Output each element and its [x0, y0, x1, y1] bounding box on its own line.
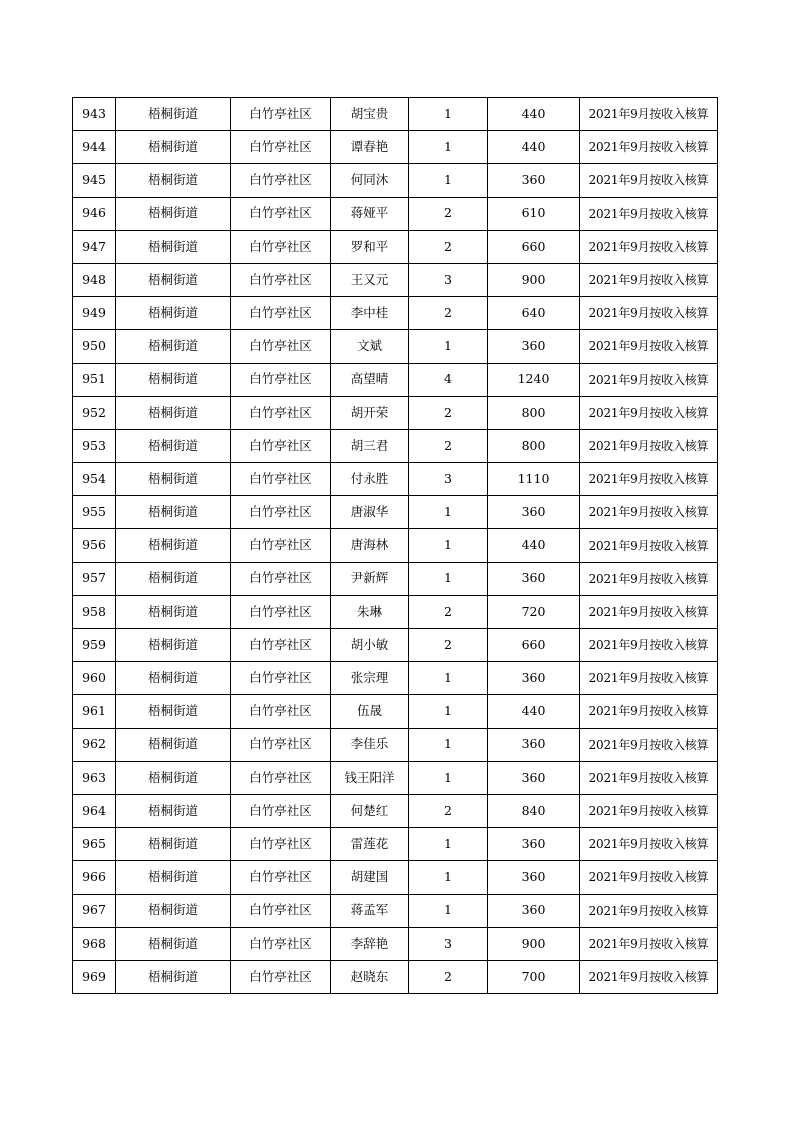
table-row — [73, 330, 718, 363]
amount-cell: 360 — [488, 761, 580, 794]
note-cell: 2021年9月按收入核算 — [580, 197, 718, 230]
row-number-cell: 957 — [73, 562, 116, 595]
household-size-cell: 2 — [409, 297, 488, 330]
street-name-cell: 梧桐街道 — [116, 98, 231, 131]
note-cell: 2021年9月按收入核算 — [580, 728, 718, 761]
household-size-cell: 2 — [409, 230, 488, 263]
person-name-cell: 付永胜 — [331, 463, 409, 496]
street-name-cell: 梧桐街道 — [116, 927, 231, 960]
amount-cell: 800 — [488, 396, 580, 429]
amount-cell: 360 — [488, 728, 580, 761]
community-name-cell: 白竹亭社区 — [231, 164, 331, 197]
street-name-cell: 梧桐街道 — [116, 330, 231, 363]
amount-cell: 660 — [488, 629, 580, 662]
community-name-cell: 白竹亭社区 — [231, 429, 331, 462]
table-row — [73, 529, 718, 562]
row-number-cell: 949 — [73, 297, 116, 330]
amount-cell: 360 — [488, 861, 580, 894]
table-row — [73, 662, 718, 695]
amount-cell: 440 — [488, 98, 580, 131]
community-name-cell: 白竹亭社区 — [231, 728, 331, 761]
street-name-cell: 梧桐街道 — [116, 960, 231, 993]
person-name-cell: 蒋孟军 — [331, 894, 409, 927]
household-size-cell: 2 — [409, 794, 488, 827]
person-name-cell: 钱王阳洋 — [331, 761, 409, 794]
household-size-cell: 1 — [409, 164, 488, 197]
person-name-cell: 何同沐 — [331, 164, 409, 197]
community-name-cell: 白竹亭社区 — [231, 131, 331, 164]
household-size-cell: 4 — [409, 363, 488, 396]
street-name-cell: 梧桐街道 — [116, 463, 231, 496]
street-name-cell: 梧桐街道 — [116, 396, 231, 429]
community-name-cell: 白竹亭社区 — [231, 98, 331, 131]
table-row — [73, 396, 718, 429]
table-row — [73, 960, 718, 993]
row-number-cell: 967 — [73, 894, 116, 927]
row-number-cell: 943 — [73, 98, 116, 131]
community-name-cell: 白竹亭社区 — [231, 263, 331, 296]
person-name-cell: 王又元 — [331, 263, 409, 296]
person-name-cell: 张宗理 — [331, 662, 409, 695]
household-size-cell: 1 — [409, 761, 488, 794]
note-cell: 2021年9月按收入核算 — [580, 263, 718, 296]
person-name-cell: 李中桂 — [331, 297, 409, 330]
person-name-cell: 何楚红 — [331, 794, 409, 827]
household-size-cell: 1 — [409, 496, 488, 529]
table-row — [73, 629, 718, 662]
row-number-cell: 962 — [73, 728, 116, 761]
table-row — [73, 496, 718, 529]
community-name-cell: 白竹亭社区 — [231, 861, 331, 894]
table-row — [73, 230, 718, 263]
community-name-cell: 白竹亭社区 — [231, 894, 331, 927]
note-cell: 2021年9月按收入核算 — [580, 529, 718, 562]
row-number-cell: 965 — [73, 828, 116, 861]
amount-cell: 1110 — [488, 463, 580, 496]
row-number-cell: 953 — [73, 429, 116, 462]
person-name-cell: 罗和平 — [331, 230, 409, 263]
amount-cell: 440 — [488, 695, 580, 728]
community-name-cell: 白竹亭社区 — [231, 828, 331, 861]
community-name-cell: 白竹亭社区 — [231, 297, 331, 330]
table-row — [73, 595, 718, 628]
table-row — [73, 363, 718, 396]
community-name-cell: 白竹亭社区 — [231, 595, 331, 628]
note-cell: 2021年9月按收入核算 — [580, 761, 718, 794]
row-number-cell: 946 — [73, 197, 116, 230]
community-name-cell: 白竹亭社区 — [231, 363, 331, 396]
row-number-cell: 963 — [73, 761, 116, 794]
amount-cell: 360 — [488, 894, 580, 927]
table-row — [73, 728, 718, 761]
note-cell: 2021年9月按收入核算 — [580, 98, 718, 131]
table-row — [73, 927, 718, 960]
table-row — [73, 98, 718, 131]
data-table — [72, 97, 718, 994]
note-cell: 2021年9月按收入核算 — [580, 794, 718, 827]
street-name-cell: 梧桐街道 — [116, 164, 231, 197]
street-name-cell: 梧桐街道 — [116, 828, 231, 861]
street-name-cell: 梧桐街道 — [116, 595, 231, 628]
note-cell: 2021年9月按收入核算 — [580, 960, 718, 993]
street-name-cell: 梧桐街道 — [116, 562, 231, 595]
note-cell: 2021年9月按收入核算 — [580, 230, 718, 263]
person-name-cell: 胡建国 — [331, 861, 409, 894]
household-size-cell: 2 — [409, 197, 488, 230]
row-number-cell: 960 — [73, 662, 116, 695]
table-row — [73, 828, 718, 861]
note-cell: 2021年9月按收入核算 — [580, 463, 718, 496]
community-name-cell: 白竹亭社区 — [231, 496, 331, 529]
street-name-cell: 梧桐街道 — [116, 297, 231, 330]
amount-cell: 440 — [488, 131, 580, 164]
household-size-cell: 1 — [409, 861, 488, 894]
row-number-cell: 955 — [73, 496, 116, 529]
person-name-cell: 李佳乐 — [331, 728, 409, 761]
community-name-cell: 白竹亭社区 — [231, 463, 331, 496]
amount-cell: 360 — [488, 164, 580, 197]
amount-cell: 1240 — [488, 363, 580, 396]
street-name-cell: 梧桐街道 — [116, 363, 231, 396]
note-cell: 2021年9月按收入核算 — [580, 828, 718, 861]
table-row — [73, 761, 718, 794]
table-row — [73, 164, 718, 197]
street-name-cell: 梧桐街道 — [116, 894, 231, 927]
community-name-cell: 白竹亭社区 — [231, 662, 331, 695]
note-cell: 2021年9月按收入核算 — [580, 363, 718, 396]
amount-cell: 440 — [488, 529, 580, 562]
household-size-cell: 1 — [409, 828, 488, 861]
household-size-cell: 1 — [409, 662, 488, 695]
street-name-cell: 梧桐街道 — [116, 131, 231, 164]
street-name-cell: 梧桐街道 — [116, 529, 231, 562]
amount-cell: 840 — [488, 794, 580, 827]
household-size-cell: 1 — [409, 330, 488, 363]
table-row — [73, 463, 718, 496]
person-name-cell: 蒋娅平 — [331, 197, 409, 230]
table-row — [73, 429, 718, 462]
household-size-cell: 1 — [409, 98, 488, 131]
person-name-cell: 胡开荣 — [331, 396, 409, 429]
table-row — [73, 695, 718, 728]
note-cell: 2021年9月按收入核算 — [580, 662, 718, 695]
table-row — [73, 562, 718, 595]
community-name-cell: 白竹亭社区 — [231, 330, 331, 363]
household-size-cell: 1 — [409, 728, 488, 761]
note-cell: 2021年9月按收入核算 — [580, 330, 718, 363]
community-name-cell: 白竹亭社区 — [231, 562, 331, 595]
row-number-cell: 952 — [73, 396, 116, 429]
note-cell: 2021年9月按收入核算 — [580, 861, 718, 894]
street-name-cell: 梧桐街道 — [116, 728, 231, 761]
amount-cell: 360 — [488, 330, 580, 363]
table-row — [73, 297, 718, 330]
street-name-cell: 梧桐街道 — [116, 230, 231, 263]
person-name-cell: 胡小敏 — [331, 629, 409, 662]
household-size-cell: 1 — [409, 131, 488, 164]
street-name-cell: 梧桐街道 — [116, 429, 231, 462]
amount-cell: 360 — [488, 662, 580, 695]
table-row — [73, 131, 718, 164]
amount-cell: 900 — [488, 263, 580, 296]
row-number-cell: 969 — [73, 960, 116, 993]
row-number-cell: 959 — [73, 629, 116, 662]
street-name-cell: 梧桐街道 — [116, 861, 231, 894]
household-size-cell: 1 — [409, 562, 488, 595]
person-name-cell: 唐淑华 — [331, 496, 409, 529]
street-name-cell: 梧桐街道 — [116, 263, 231, 296]
community-name-cell: 白竹亭社区 — [231, 927, 331, 960]
row-number-cell: 958 — [73, 595, 116, 628]
street-name-cell: 梧桐街道 — [116, 662, 231, 695]
household-size-cell: 2 — [409, 429, 488, 462]
street-name-cell: 梧桐街道 — [116, 794, 231, 827]
person-name-cell: 谭春艳 — [331, 131, 409, 164]
street-name-cell: 梧桐街道 — [116, 629, 231, 662]
amount-cell: 360 — [488, 496, 580, 529]
row-number-cell: 968 — [73, 927, 116, 960]
person-name-cell: 高望晴 — [331, 363, 409, 396]
note-cell: 2021年9月按收入核算 — [580, 562, 718, 595]
row-number-cell: 956 — [73, 529, 116, 562]
household-size-cell: 2 — [409, 595, 488, 628]
person-name-cell: 胡三君 — [331, 429, 409, 462]
row-number-cell: 947 — [73, 230, 116, 263]
street-name-cell: 梧桐街道 — [116, 496, 231, 529]
amount-cell: 900 — [488, 927, 580, 960]
amount-cell: 700 — [488, 960, 580, 993]
street-name-cell: 梧桐街道 — [116, 761, 231, 794]
person-name-cell: 伍晟 — [331, 695, 409, 728]
street-name-cell: 梧桐街道 — [116, 695, 231, 728]
row-number-cell: 948 — [73, 263, 116, 296]
community-name-cell: 白竹亭社区 — [231, 629, 331, 662]
amount-cell: 800 — [488, 429, 580, 462]
row-number-cell: 945 — [73, 164, 116, 197]
note-cell: 2021年9月按收入核算 — [580, 131, 718, 164]
community-name-cell: 白竹亭社区 — [231, 960, 331, 993]
table-row — [73, 197, 718, 230]
note-cell: 2021年9月按收入核算 — [580, 927, 718, 960]
community-name-cell: 白竹亭社区 — [231, 794, 331, 827]
note-cell: 2021年9月按收入核算 — [580, 297, 718, 330]
table-row — [73, 894, 718, 927]
row-number-cell: 966 — [73, 861, 116, 894]
amount-cell: 360 — [488, 562, 580, 595]
household-size-cell: 1 — [409, 695, 488, 728]
person-name-cell: 尹新辉 — [331, 562, 409, 595]
amount-cell: 640 — [488, 297, 580, 330]
person-name-cell: 胡宝贵 — [331, 98, 409, 131]
note-cell: 2021年9月按收入核算 — [580, 595, 718, 628]
row-number-cell: 964 — [73, 794, 116, 827]
row-number-cell: 961 — [73, 695, 116, 728]
person-name-cell: 李辞艳 — [331, 927, 409, 960]
row-number-cell: 944 — [73, 131, 116, 164]
street-name-cell: 梧桐街道 — [116, 197, 231, 230]
note-cell: 2021年9月按收入核算 — [580, 396, 718, 429]
community-name-cell: 白竹亭社区 — [231, 230, 331, 263]
amount-cell: 660 — [488, 230, 580, 263]
table-row — [73, 263, 718, 296]
table-row — [73, 861, 718, 894]
household-size-cell: 1 — [409, 894, 488, 927]
table-row — [73, 794, 718, 827]
household-size-cell: 2 — [409, 396, 488, 429]
community-name-cell: 白竹亭社区 — [231, 529, 331, 562]
row-number-cell: 954 — [73, 463, 116, 496]
row-number-cell: 950 — [73, 330, 116, 363]
note-cell: 2021年9月按收入核算 — [580, 629, 718, 662]
household-size-cell: 3 — [409, 263, 488, 296]
household-size-cell: 3 — [409, 927, 488, 960]
note-cell: 2021年9月按收入核算 — [580, 496, 718, 529]
table-body — [73, 98, 718, 994]
amount-cell: 360 — [488, 828, 580, 861]
note-cell: 2021年9月按收入核算 — [580, 429, 718, 462]
amount-cell: 610 — [488, 197, 580, 230]
household-size-cell: 3 — [409, 463, 488, 496]
note-cell: 2021年9月按收入核算 — [580, 695, 718, 728]
row-number-cell: 951 — [73, 363, 116, 396]
amount-cell: 720 — [488, 595, 580, 628]
community-name-cell: 白竹亭社区 — [231, 761, 331, 794]
person-name-cell: 雷莲花 — [331, 828, 409, 861]
note-cell: 2021年9月按收入核算 — [580, 164, 718, 197]
household-size-cell: 2 — [409, 629, 488, 662]
person-name-cell: 朱琳 — [331, 595, 409, 628]
person-name-cell: 文斌 — [331, 330, 409, 363]
community-name-cell: 白竹亭社区 — [231, 695, 331, 728]
community-name-cell: 白竹亭社区 — [231, 396, 331, 429]
household-size-cell: 1 — [409, 529, 488, 562]
person-name-cell: 赵晓东 — [331, 960, 409, 993]
note-cell: 2021年9月按收入核算 — [580, 894, 718, 927]
household-size-cell: 2 — [409, 960, 488, 993]
person-name-cell: 唐海林 — [331, 529, 409, 562]
community-name-cell: 白竹亭社区 — [231, 197, 331, 230]
